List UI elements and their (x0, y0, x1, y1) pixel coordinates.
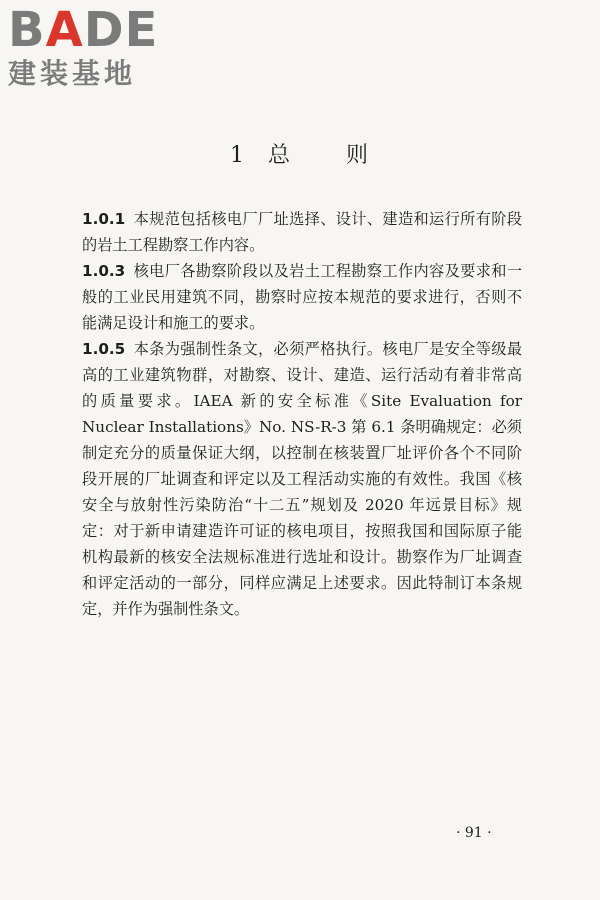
logo-subtitle: 建装基地 (8, 57, 137, 90)
logo-wordmark (8, 4, 178, 56)
logo-letters-end: DE (83, 2, 159, 58)
clause-text: 核电厂各勘察阶段以及岩土工程勘察工作内容及要求和一般的工业民用建筑不同，勘察时应按本规范的要求进行，否则不能满足设计和施工的要求。 (82, 262, 522, 332)
page-number: · 91 · (456, 825, 492, 841)
chapter-title-char-1: 总 (267, 143, 292, 168)
logo (8, 4, 178, 90)
clause-1-0-1 (82, 206, 522, 258)
chapter-title-char-2: 则 (346, 143, 371, 168)
logo-letters-start: B (8, 2, 46, 58)
chapter-number: 1 (229, 143, 246, 168)
chapter-title (0, 138, 600, 169)
clause-number: 1.0.3 (82, 262, 126, 280)
clause-text: 本条为强制性条文，必须严格执行。核电厂是安全等级最高的工业建筑物群，对勘察、设计、建造、运行活动有着非常高的质量要求。IAEA 新的安全标准《Site Evaluation for Nuclear Installations》No. NS-R-3 第 6.1 条明确规定：必须制定充分的质量保证大纲，以控制在核装置厂址评价各个不同阶段开展的厂址调查和评定以及工程活动实施的有效性。我国《核安全与放射性污染防治“十二五”规划及 2020 年远景目标》规定：对于新申请建造许可证的核电项目，按照我国和国际原子能机构最新的核安全法规标准进行选址和设计。勘察作为厂址调查和评定活动的一部分，同样应满足上述要求。因此特制订本条规定，并作为强制性条文。 (82, 340, 522, 618)
clause-text: 本规范包括核电厂厂址选择、设计、建造和运行所有阶段的岩土工程勘察工作内容。 (82, 210, 522, 254)
clause-number: 1.0.5 (82, 340, 126, 358)
clause-number: 1.0.1 (82, 210, 126, 228)
clause-1-0-3 (82, 258, 522, 336)
chapter-body (82, 206, 522, 622)
clause-1-0-5 (82, 336, 522, 622)
logo-accent-letter: A (45, 2, 84, 58)
